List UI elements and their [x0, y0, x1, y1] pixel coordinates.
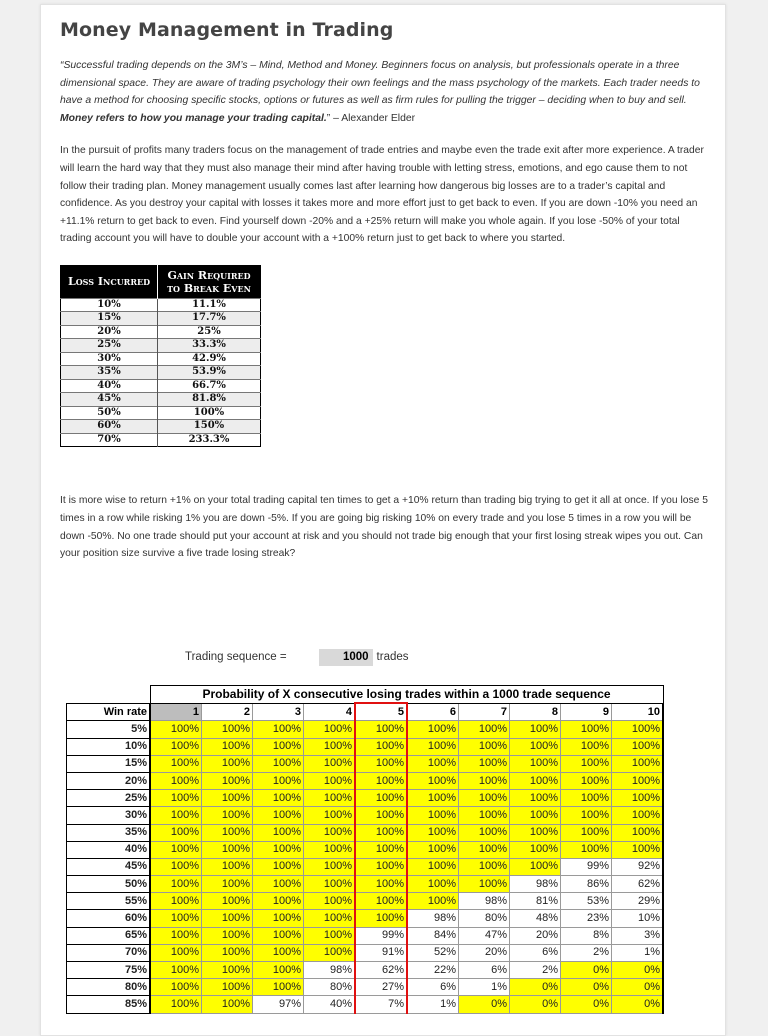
- article-page: [40, 4, 726, 1036]
- probability-cell: 100%: [355, 721, 407, 738]
- gain-cell: 33.3%: [158, 339, 261, 353]
- probability-cell: 8%: [561, 927, 612, 944]
- probability-cell: 100%: [561, 807, 612, 824]
- probability-cell: 100%: [304, 893, 356, 910]
- probability-cell: 91%: [355, 944, 407, 961]
- probability-cell: 100%: [202, 721, 253, 738]
- probability-cell: 100%: [253, 910, 304, 927]
- win-rate-cell: 10%: [67, 738, 151, 755]
- probability-cell: 100%: [612, 841, 664, 858]
- win-rate-cell: 55%: [67, 893, 151, 910]
- probability-title: Probability of X consecutive losing trades within a 1000 trade sequence: [150, 686, 663, 704]
- probability-cell: 100%: [202, 841, 253, 858]
- probability-row: [67, 790, 664, 807]
- probability-cell: 20%: [510, 927, 561, 944]
- probability-cell: 100%: [304, 807, 356, 824]
- probability-cell: 100%: [407, 738, 459, 755]
- probability-cell: 0%: [612, 996, 664, 1013]
- probability-cell: 27%: [355, 979, 407, 996]
- probability-cell: 100%: [510, 824, 561, 841]
- probability-cell: 100%: [459, 772, 510, 789]
- probability-cell: 100%: [612, 721, 664, 738]
- probability-cell: 0%: [459, 996, 510, 1013]
- probability-cell: 47%: [459, 927, 510, 944]
- probability-cell: 98%: [510, 876, 561, 893]
- win-rate-cell: 30%: [67, 807, 151, 824]
- win-rate-cell: 60%: [67, 910, 151, 927]
- probability-cell: 100%: [253, 979, 304, 996]
- probability-cell: 100%: [150, 876, 202, 893]
- probability-cell: 0%: [612, 979, 664, 996]
- probability-cell: 100%: [150, 807, 202, 824]
- loss-cell: 30%: [61, 352, 158, 366]
- probability-cell: 40%: [304, 996, 356, 1013]
- gain-cell: 150%: [158, 420, 261, 434]
- probability-cell: 100%: [253, 876, 304, 893]
- loss-cell: 45%: [61, 393, 158, 407]
- probability-row: [67, 721, 664, 738]
- probability-cell: 0%: [561, 996, 612, 1013]
- probability-cell: 86%: [561, 876, 612, 893]
- win-rate-cell: 35%: [67, 824, 151, 841]
- probability-cell: 100%: [202, 927, 253, 944]
- gain-cell: 11.1%: [158, 298, 261, 312]
- probability-cell: 2%: [510, 962, 561, 979]
- probability-cell: 100%: [355, 910, 407, 927]
- probability-cell: 100%: [150, 944, 202, 961]
- probability-cell: 100%: [612, 790, 664, 807]
- loss-table-row: [61, 339, 261, 353]
- win-rate-cell: 25%: [67, 790, 151, 807]
- probability-cell: 6%: [510, 944, 561, 961]
- gain-cell: 42.9%: [158, 352, 261, 366]
- probability-cell: 100%: [510, 807, 561, 824]
- win-rate-cell: 65%: [67, 927, 151, 944]
- loss-cell: 20%: [61, 325, 158, 339]
- probability-cell: 100%: [510, 841, 561, 858]
- probability-cell: 98%: [407, 910, 459, 927]
- probability-cell: 100%: [510, 738, 561, 755]
- gain-cell: 17.7%: [158, 312, 261, 326]
- probability-cell: 100%: [304, 858, 356, 875]
- probability-cell: 100%: [459, 841, 510, 858]
- probability-cell: 80%: [304, 979, 356, 996]
- probability-cell: 100%: [407, 790, 459, 807]
- probability-cell: 100%: [407, 893, 459, 910]
- probability-cell: 1%: [407, 996, 459, 1013]
- probability-cell: 100%: [150, 979, 202, 996]
- probability-cell: 100%: [459, 755, 510, 772]
- probability-row: [67, 927, 664, 944]
- probability-cell: 100%: [253, 755, 304, 772]
- probability-cell: 100%: [459, 824, 510, 841]
- loss-cell: 50%: [61, 406, 158, 420]
- streak-column-header: 7: [459, 703, 510, 721]
- probability-cell: 100%: [253, 772, 304, 789]
- loss-cell: 25%: [61, 339, 158, 353]
- streak-column-header: 1: [150, 703, 202, 721]
- probability-cell: 100%: [202, 858, 253, 875]
- probability-cell: 100%: [253, 738, 304, 755]
- probability-cell: 100%: [150, 738, 202, 755]
- probability-cell: 100%: [253, 858, 304, 875]
- probability-cell: 100%: [459, 721, 510, 738]
- gain-cell: 25%: [158, 325, 261, 339]
- probability-cell: 98%: [459, 893, 510, 910]
- probability-cell: 100%: [150, 721, 202, 738]
- probability-row: [67, 944, 664, 961]
- probability-cell: 100%: [510, 755, 561, 772]
- probability-cell: 100%: [459, 738, 510, 755]
- probability-cell: 62%: [612, 876, 664, 893]
- loss-cell: 35%: [61, 366, 158, 380]
- win-rate-cell: 50%: [67, 876, 151, 893]
- probability-row: [67, 824, 664, 841]
- probability-cell: 100%: [304, 721, 356, 738]
- probability-cell: 100%: [459, 807, 510, 824]
- probability-cell: 100%: [150, 893, 202, 910]
- probability-cell: 100%: [612, 807, 664, 824]
- loss-cell: 70%: [61, 433, 158, 447]
- probability-cell: 100%: [304, 772, 356, 789]
- loss-table-row: [61, 366, 261, 380]
- probability-cell: 0%: [510, 996, 561, 1013]
- probability-cell: 100%: [150, 858, 202, 875]
- streak-column-header: 5: [355, 703, 407, 721]
- probability-cell: 100%: [459, 790, 510, 807]
- probability-cell: 100%: [407, 824, 459, 841]
- loss-table-row: [61, 312, 261, 326]
- probability-cell: 100%: [304, 738, 356, 755]
- probability-cell: 100%: [407, 807, 459, 824]
- probability-cell: 100%: [510, 721, 561, 738]
- page-title: Money Management in Trading: [60, 19, 394, 41]
- probability-cell: 100%: [150, 772, 202, 789]
- probability-cell: 99%: [561, 858, 612, 875]
- probability-cell: 100%: [612, 824, 664, 841]
- probability-cell: 100%: [304, 876, 356, 893]
- probability-cell: 0%: [510, 979, 561, 996]
- probability-cell: 100%: [202, 738, 253, 755]
- quote-paragraph: [60, 57, 710, 127]
- probability-cell: 100%: [407, 721, 459, 738]
- probability-cell: 100%: [304, 755, 356, 772]
- probability-cell: 100%: [510, 858, 561, 875]
- probability-cell: 100%: [253, 944, 304, 961]
- streak-column-header: 10: [612, 703, 664, 721]
- probability-cell: 62%: [355, 962, 407, 979]
- probability-cell: 53%: [561, 893, 612, 910]
- probability-cell: 100%: [202, 790, 253, 807]
- gain-cell: 100%: [158, 406, 261, 420]
- loss-table-row: [61, 393, 261, 407]
- probability-cell: 100%: [150, 962, 202, 979]
- probability-cell: 100%: [355, 807, 407, 824]
- probability-cell: 100%: [355, 790, 407, 807]
- loss-cell: 10%: [61, 298, 158, 312]
- quote-author: ” – Alexander Elder: [326, 112, 416, 124]
- loss-cell: 60%: [61, 420, 158, 434]
- win-rate-cell: 15%: [67, 755, 151, 772]
- loss-cell: 15%: [61, 312, 158, 326]
- win-rate-cell: 45%: [67, 858, 151, 875]
- probability-cell: 80%: [459, 910, 510, 927]
- probability-row: [67, 841, 664, 858]
- probability-cell: 100%: [253, 790, 304, 807]
- probability-cell: 48%: [510, 910, 561, 927]
- streak-column-header: 8: [510, 703, 561, 721]
- probability-cell: 100%: [253, 893, 304, 910]
- gain-header: Gain Required to Break Even: [158, 265, 261, 298]
- probability-cell: 99%: [355, 927, 407, 944]
- probability-cell: 100%: [202, 876, 253, 893]
- loss-cell: 40%: [61, 379, 158, 393]
- probability-cell: 100%: [407, 841, 459, 858]
- position-size-paragraph: It is more wise to return +1% on your total trading capital ten times to get a +10% return than trading big trying to get it all at once. If you lose 5 times in a row while risking 1% you are down -5%. If you are going big risking 10% on every trade and you lose 5 times in a row you will be down -50%. No one trade should put your account at risk and you should not trade big enough that your first losing streak wipes you out. Can your position size survive a five trade losing streak?: [60, 495, 708, 560]
- probability-cell: 98%: [304, 962, 356, 979]
- probability-cell: 100%: [202, 824, 253, 841]
- probability-cell: 100%: [150, 824, 202, 841]
- probability-row: [67, 858, 664, 875]
- streak-column-header: 4: [304, 703, 356, 721]
- probability-cell: 100%: [202, 772, 253, 789]
- probability-cell: 2%: [561, 944, 612, 961]
- probability-cell: 81%: [510, 893, 561, 910]
- probability-row: [67, 962, 664, 979]
- probability-cell: 100%: [355, 755, 407, 772]
- probability-cell: 100%: [355, 772, 407, 789]
- probability-cell: 0%: [561, 979, 612, 996]
- probability-cell: 100%: [150, 910, 202, 927]
- probability-cell: 100%: [612, 738, 664, 755]
- quote-bold: Money refers to how you manage your trading capital.: [60, 112, 327, 124]
- win-rate-cell: 70%: [67, 944, 151, 961]
- probability-cell: 1%: [459, 979, 510, 996]
- probability-cell: 6%: [407, 979, 459, 996]
- streak-column-header: 2: [202, 703, 253, 721]
- article-content: [60, 19, 710, 563]
- win-rate-cell: 80%: [67, 979, 151, 996]
- probability-cell: 100%: [407, 755, 459, 772]
- probability-cell: 84%: [407, 927, 459, 944]
- probability-cell: 100%: [202, 962, 253, 979]
- probability-row: [67, 772, 664, 789]
- probability-cell: 23%: [561, 910, 612, 927]
- probability-cell: 100%: [150, 841, 202, 858]
- probability-cell: 100%: [202, 910, 253, 927]
- probability-cell: 100%: [304, 790, 356, 807]
- probability-row: [67, 910, 664, 927]
- probability-cell: 100%: [253, 824, 304, 841]
- loss-table-row: [61, 352, 261, 366]
- probability-cell: 100%: [459, 876, 510, 893]
- trading-sequence: [185, 649, 409, 666]
- probability-cell: 100%: [561, 738, 612, 755]
- probability-cell: 100%: [253, 807, 304, 824]
- loss-table-row: [61, 406, 261, 420]
- probability-cell: 100%: [407, 772, 459, 789]
- quote-text: “Successful trading depends on the 3M’s – Mind, Method and Money. Beginners focus on analysis, but professionals operate in a three dimensional space. They are aware of trading psychology their own feelings and the mass psychology of the markets. Each trader needs to have a method for choosing specific stocks, options or futures as well as firm rules for pulling the trigger – deciding when to buy and sell.: [60, 60, 700, 107]
- loss-table-row: [61, 325, 261, 339]
- probability-cell: 100%: [561, 824, 612, 841]
- probability-cell: 100%: [510, 772, 561, 789]
- win-rate-cell: 85%: [67, 996, 151, 1013]
- probability-cell: 0%: [561, 962, 612, 979]
- probability-cell: 100%: [202, 996, 253, 1013]
- probability-row: [67, 807, 664, 824]
- probability-cell: 100%: [202, 944, 253, 961]
- probability-cell: 100%: [612, 755, 664, 772]
- probability-cell: 100%: [407, 858, 459, 875]
- probability-cell: 100%: [355, 824, 407, 841]
- probability-cell: 100%: [561, 755, 612, 772]
- loss-table-row: [61, 433, 261, 447]
- probability-table: [66, 685, 664, 1014]
- probability-cell: 100%: [510, 790, 561, 807]
- gain-cell: 53.9%: [158, 366, 261, 380]
- probability-table-wrap: [66, 685, 664, 1014]
- probability-cell: 6%: [459, 962, 510, 979]
- probability-cell: 100%: [355, 738, 407, 755]
- loss-recovery-table: [60, 265, 261, 448]
- loss-table-body: [61, 298, 261, 447]
- streak-column-header: 6: [407, 703, 459, 721]
- loss-table-row: [61, 379, 261, 393]
- streak-column-header: 9: [561, 703, 612, 721]
- win-rate-header: Win rate: [67, 703, 151, 721]
- probability-cell: 97%: [253, 996, 304, 1013]
- probability-cell: 100%: [304, 841, 356, 858]
- probability-cell: 1%: [612, 944, 664, 961]
- probability-cell: 100%: [150, 927, 202, 944]
- probability-cell: 100%: [304, 927, 356, 944]
- probability-cell: 100%: [561, 721, 612, 738]
- sequence-label: Trading sequence =: [185, 651, 287, 663]
- win-rate-cell: 20%: [67, 772, 151, 789]
- probability-cell: 92%: [612, 858, 664, 875]
- probability-cell: 7%: [355, 996, 407, 1013]
- probability-cell: 100%: [304, 824, 356, 841]
- probability-cell: 100%: [304, 910, 356, 927]
- probability-cell: 100%: [150, 755, 202, 772]
- win-rate-cell: 75%: [67, 962, 151, 979]
- probability-row: [67, 893, 664, 910]
- probability-cell: 100%: [304, 944, 356, 961]
- probability-cell: 100%: [253, 927, 304, 944]
- probability-cell: 0%: [612, 962, 664, 979]
- sequence-value: 1000: [319, 649, 373, 666]
- probability-cell: 100%: [355, 893, 407, 910]
- probability-cell: 3%: [612, 927, 664, 944]
- probability-row: [67, 996, 664, 1013]
- loss-table-row: [61, 420, 261, 434]
- probability-cell: 100%: [355, 876, 407, 893]
- probability-cell: 100%: [561, 772, 612, 789]
- probability-cell: 20%: [459, 944, 510, 961]
- gain-cell: 81.8%: [158, 393, 261, 407]
- loss-header: Loss Incurred: [61, 265, 158, 298]
- win-rate-cell: 40%: [67, 841, 151, 858]
- probability-cell: 22%: [407, 962, 459, 979]
- probability-row: [67, 876, 664, 893]
- probability-cell: 100%: [612, 772, 664, 789]
- loss-table-row: [61, 298, 261, 312]
- win-rate-cell: 5%: [67, 721, 151, 738]
- probability-cell: 100%: [202, 755, 253, 772]
- probability-cell: 100%: [253, 962, 304, 979]
- probability-title-row: [67, 686, 664, 704]
- probability-row: [67, 979, 664, 996]
- streak-column-header: 3: [253, 703, 304, 721]
- probability-cell: 100%: [150, 790, 202, 807]
- probability-cell: 100%: [253, 721, 304, 738]
- probability-cell: 100%: [253, 841, 304, 858]
- probability-cell: 100%: [561, 841, 612, 858]
- probability-table-body: [67, 686, 664, 1014]
- gain-cell: 66.7%: [158, 379, 261, 393]
- probability-cell: 52%: [407, 944, 459, 961]
- probability-cell: 100%: [202, 979, 253, 996]
- probability-cell: 100%: [202, 807, 253, 824]
- probability-cell: 100%: [407, 876, 459, 893]
- probability-cell: 100%: [561, 790, 612, 807]
- probability-cell: 100%: [355, 841, 407, 858]
- probability-cell: 10%: [612, 910, 664, 927]
- probability-cell: 100%: [202, 893, 253, 910]
- probability-cell: 100%: [459, 858, 510, 875]
- probability-cell: 100%: [355, 858, 407, 875]
- probability-row: [67, 738, 664, 755]
- probability-cell: 100%: [150, 996, 202, 1013]
- intro-paragraph: In the pursuit of profits many traders focus on the management of trade entries and maybe even the trade exit after more experience. A trader will learn the hard way that they must also manage their mind after having trouble with letting stress, emotions, and ego cause them to not follow their trading plan. Money management usually comes last after learning how dangerous big losses are to a trader’s capital and confidence. As you destroy your capital with losses it takes more and more effort just to get back to even. If you are down -10% you need an +11.1% return to get back to even. Find yourself down -20% and a +25% return will make you whole again. If you lose -50% of your total trading account you will have to double your account with a +100% return just to get back to where you started.: [60, 145, 704, 245]
- sequence-unit: trades: [376, 651, 409, 663]
- gain-cell: 233.3%: [158, 433, 261, 447]
- probability-header-row: [67, 703, 664, 721]
- probability-row: [67, 755, 664, 772]
- probability-cell: 29%: [612, 893, 664, 910]
